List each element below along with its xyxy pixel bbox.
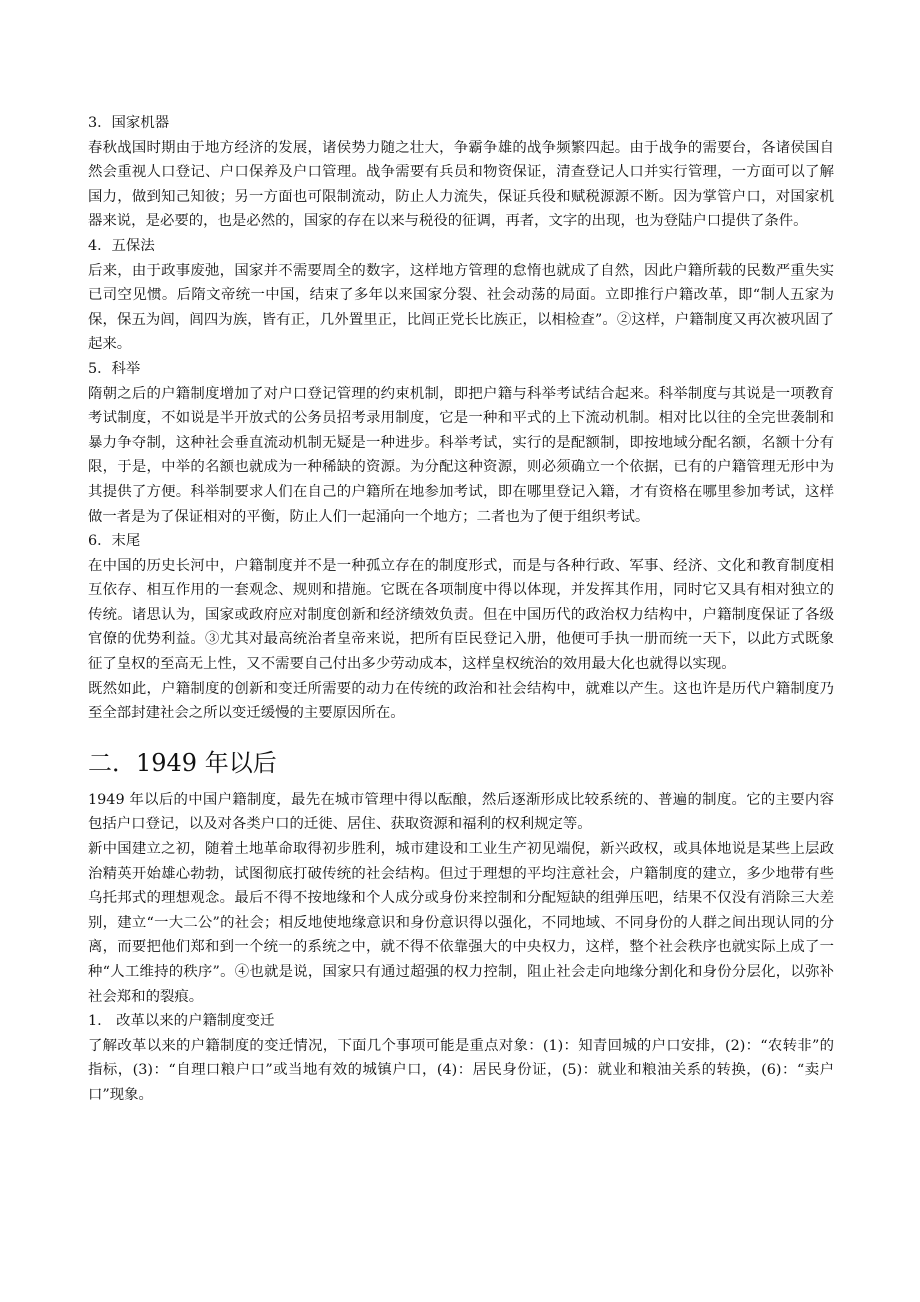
- part-heading-after-1949: 二．1949 年以后: [88, 748, 277, 777]
- section-heading-3: 3．国家机器: [88, 115, 170, 131]
- paragraph-state-machine: 春秋战国时期由于地方经济的发展，诸侯势力随之壮大，争霸争雄的战争频繁四起。由于战争的需要台，各诸侯国自然会重视人口登记、户口保养及户口管理。战争需要有兵员和物资保证，清查登记人口并实行管理，一方面可以了解国力，做到知己知彼；另一方面也可限制流动，防止人力流失，保证兵役和赋税源源不断。因为掌管户口，对国家机器来说，是必要的，也是必然的，国家的存在以来与税役的征调，再者，文字的出现，也为登陆户口提供了条件。: [88, 139, 834, 230]
- paragraph-reform-items: 了解改革以来的户籍制度的变迁情况，下面几个事项可能是重点对象：(1)：知青回城的户口安排，(2)：“农转非”的指标，(3)：“自理口粮户口”或当地有效的城镇户口，(4)：居民身份证，(5)：就业和粮油关系的转换，(6)：“卖户口”现象。: [88, 1037, 834, 1103]
- paragraph-five-guarantee: 后来，由于政事废弛，国家并不需要周全的数字，这样地方管理的怠惰也就成了自然，因此户籍所载的民数严重失实已司空见惯。后隋文帝统一中国，结束了多年以来国家分裂、社会动荡的局面。立即推行户籍改革，即“制人五家为保，保五为闾，闾四为族，皆有正，几外置里正，比闾正党长比族正，以相检查”。②这样，户籍制度又再次被巩固了起来。: [88, 262, 834, 353]
- paragraph-ending-2: 既然如此，户籍制度的创新和变迁所需要的动力在传统的政治和社会结构中，就难以产生。这也许是历代户籍制度乃至全部封建社会之所以变迁缓慢的主要原因所在。: [88, 680, 834, 722]
- section-heading-4: 4．五保法: [88, 237, 155, 254]
- paragraph-ending: 在中国的历史长河中，户籍制度并不是一种孤立存在的制度形式，而是与各种行政、军事、经济、文化和教育制度相互依存、相互作用的一套观念、规则和措施。它既在各项制度中得以体现，并发挥其作用，同时它又具有相对独立的传统。诸思认为，国家或政府应对制度创新和经济绩效负责。但在中国历代的政治权力结构中，户籍制度保证了各级官僚的优势利益。③尤其对最高统治者皇帝来说，把所有臣民登记入册，他便可手执一册而统一天下，以此方式既象征了皇权的至高无上性，又不需要自己付出多少劳动成本，这样皇权统治的效用最大化也就得以实现。: [88, 557, 834, 673]
- paragraph-new-china: 新中国建立之初，随着土地革命取得初步胜利，城市建设和工业生产初见端倪，新兴政权，或具体地说是某些上层政治精英开始雄心勃勃，试图彻底打破传统的社会结构。但过于理想的平均注意社会，户籍制度的建立，多少地带有些乌托邦式的理想观念。最后不得不按地缘和个人成分或身份来控制和分配短缺的组弹压吧，结果不仅没有消除三大差别，建立“一大二公”的社会；相反地使地缘意识和身份意识得以强化，不同地域、不同身份的人群之间出现认同的分离，而要把他们郑和到一个统一的系统之中，就不得不依靠强大的中央权力，这样，整个社会秩序也就实际上成了一种“人工维持的秩序”。④也就是说，国家只有通过超强的权力控制，阻止社会走向地缘分割化和身份分层化，以弥补社会郑和的裂痕。: [88, 841, 834, 1005]
- section-heading-5: 5．科举: [88, 360, 141, 377]
- paragraph-after-1949-intro: 1949 年以后的中国户籍制度，最先在城市管理中得以酝酿，然后逐渐形成比较系统的、普遍的制度。它的主要内容包括户口登记，以及对各类户口的迁徙、居住、获取资源和福利的权利规定等。: [88, 791, 834, 833]
- subsection-heading-reform: 1. 改革以来的户籍制度变迁: [88, 1013, 275, 1030]
- paragraph-imperial-exam: 隋朝之后的户籍制度增加了对户口登记管理的约束机制，即把户籍与科举考试结合起来。科举制度与其说是一项教育考试制度，不如说是半开放式的公务员招考录用制度，它是一种和平式的上下流动机制。相对比以往的全完世袭制和暴力争夺制，这种社会垂直流动机制无疑是一种进步。科举考试，实行的是配额制，即按地域分配名额，名额十分有限，于是，中举的名额也就成为一种稀缺的资源。为分配这种资源，则必须确立一个依据，已有的户籍管理无形中为其提供了方便。科举制要求人们在自己的户籍所在地参加考试，即在哪里登记入籍，才有资格在哪里参加考试，这样做一者是为了保证相对的平衡，防止人们一起涌向一个地方；二者也为了便于组织考试。: [88, 385, 834, 525]
- document-page: [88, 111, 834, 1108]
- section-heading-6: 6．末尾: [88, 533, 141, 550]
